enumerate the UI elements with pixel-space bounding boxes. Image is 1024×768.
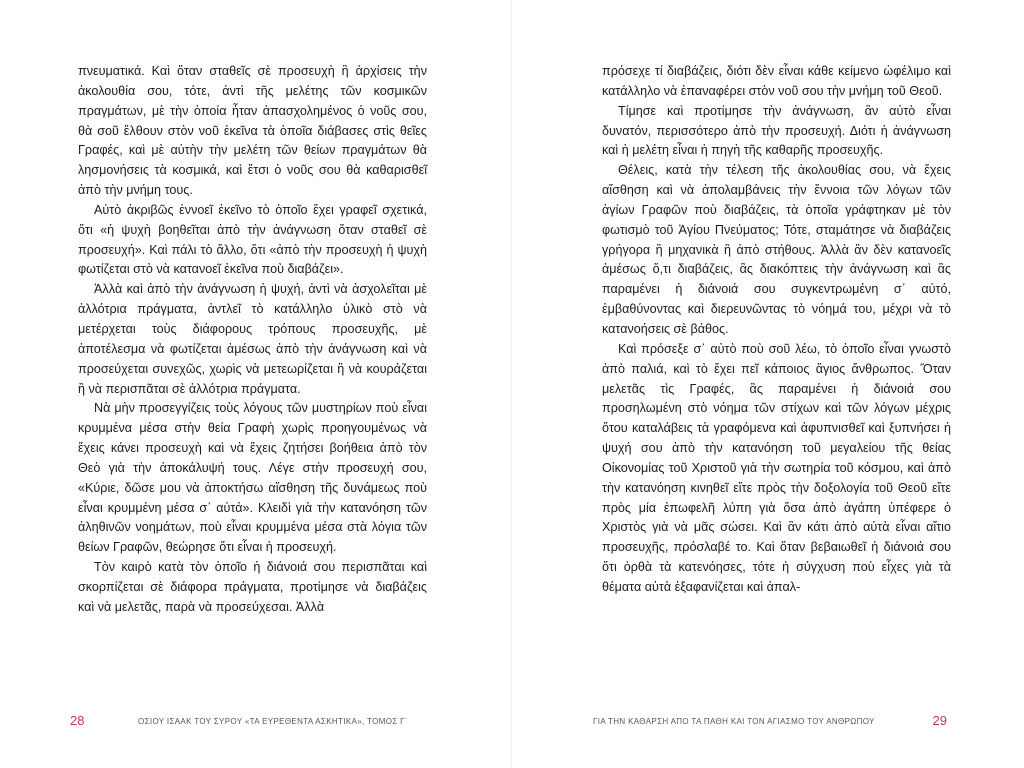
paragraph: Αὐτὸ ἀκριβῶς ἐννοεῖ ἐκεῖνο τὸ ὁποῖο ἔχει γραφεῖ σχετικά, ὅτι «ἡ ψυχὴ βοηθεῖται ἀπὸ τὴν ἀνάγνωση ὅταν σταθεῖ σὲ προσευχή». Καὶ πάλι τὸ ἄλλο, ὅτι «ἀπὸ τὴν προσευχὴ ἡ ψυχὴ φωτίζεται στὸ νὰ κατανοεῖ ἐκεῖνα ποὺ διαβάζει». xyxy=(78,202,427,277)
paragraph: πνευματικά. Καὶ ὅταν σταθεῖς σὲ προσευχὴ ἢ ἀρχίσεις τὴν ἀκολουθία σου, τότε, ἀντὶ τῆς μελέτης τῶν κοσμικῶν πραγμάτων, μὲ τὴν ὁποία ἦταν ἀπασχολημένος ὁ νοῦς σου, θὰ σοῦ ἔλθουν στὸν νοῦ ἐκεῖνα τὰ ὁποῖα διάβασες στὶς θεῖες Γραφές, καὶ μὲ αὐτὴν τὴν μελέτη τῶν θείων πραγμάτων θὰ λησμονήσεις τὰ κοσμικά, καὶ ἔτσι ὁ νοῦς σου θὰ καθαρισθεῖ ἀπὸ τὴν μνήμη τους. xyxy=(78,64,427,198)
page-number-left: 28 xyxy=(70,713,85,728)
paragraph: πρόσεχε τί διαβάζεις, διότι δὲν εἶναι κάθε κείμενο ὠφέλιμο καὶ κατάλληλο νὰ ἐπαναφέρει στὸν νοῦ σου τὴν μνήμη τοῦ Θεοῦ. xyxy=(602,64,951,98)
paragraph: Τίμησε καὶ προτίμησε τὴν ἀνάγνωση, ἂν αὐτὸ εἶναι δυνατόν, περισσότερο ἀπὸ τὴν προσευχή. Διότι ἡ ἀνάγνωση καὶ ἡ μελέτη εἶναι ἡ πηγὴ τῆς καθαρῆς προσευχῆς. xyxy=(602,103,951,158)
paragraph: Τὸν καιρὸ κατὰ τὸν ὁποῖο ἡ διάνοιά σου περισπᾶται καὶ σκορπίζεται σὲ διάφορα πράγματα, προτίμησε νὰ διαβάζεις καὶ νὰ μελετᾶς, παρὰ νὰ προσεύχεσαι. Ἀλλὰ xyxy=(78,560,427,614)
right-page-text xyxy=(602,62,951,598)
running-head-left: ΟΣΙΟΥ ΙΣΑΑΚ ΤΟΥ ΣΥΡΟΥ «ΤΑ ΕΥΡΕΘΕΝΤΑ ΑΣΚΗΤΙΚΑ», ΤΟΜΟΣ Γ΄ xyxy=(138,717,408,726)
paragraph: Ἀλλὰ καὶ ἀπὸ τὴν ἀνάγνωση ἡ ψυχή, ἀντὶ νὰ ἀσχολεῖται μὲ ἀλλότρια πράγματα, ἀντλεῖ τὸ κατάλληλο ὑλικὸ στὸ νὰ μετέρχεται τοὺς διάφορους τρόπους προσευχῆς, μὲ ἀποτέλεσμα νὰ φωτίζεται ἀμέσως ἀπὸ τὴν ἀνάγνωση καὶ νὰ προσεύχεται συνεχῶς, χωρὶς νὰ μετεωρίζεται ἢ νὰ κουράζεται ἢ νὰ περισπᾶται σὲ ἀλλότρια πράγματα. xyxy=(78,282,427,396)
running-head-right: ΓΙΑ ΤΗΝ ΚΑΘΑΡΣΗ ΑΠΟ ΤΑ ΠΑΘΗ ΚΑΙ ΤΟΝ ΑΓΙΑΣΜΟ ΤΟΥ ΑΝΘΡΩΠΟΥ xyxy=(593,717,875,726)
left-page-text xyxy=(78,62,427,618)
paragraph: Θέλεις, κατὰ τὴν τέλεση τῆς ἀκολουθίας σου, νὰ ἔχεις αἴσθηση καὶ νὰ ἀπολαμβάνεις τὴν ἔννοια τῶν λόγων τῶν ἁγίων Γραφῶν ποὺ διαβάζεις, τὰ ὁποῖα γράφτηκαν μὲ τὸν φωτισμὸ τοῦ Ἁγίου Πνεύματος; Τότε, σταμάτησε νὰ διαβάζεις γρήγορα ἢ μηχανικὰ ἢ ἀπὸ στήθους. Ἀλλὰ ἂν δὲν κατανοεῖς ἀμέσως ὅ,τι διαβάζεις, ἂς διακόπτεις τὴν ἀνάγνωση καὶ ἂς παραμένει ἡ διάνοιά σου συγκεντρωμένη σ᾽ αὐτό, ἐμβαθύνοντας καὶ διερευνῶντας τὸ νόημά του, μέχρι νὰ τὸ κατανοήσεις σὲ βάθος. xyxy=(602,163,951,336)
page-number-right: 29 xyxy=(932,713,947,728)
paragraph: Καὶ πρόσεξε σ᾽ αὐτὸ ποὺ σοῦ λέω, τὸ ὁποῖο εἶναι γνωστὸ ἀπὸ παλιά, καὶ τὸ ἔχει πεῖ κάποιος ἅγιος ἄνθρωπος. Ὅταν μελετᾶς τὶς Γραφές, ἂς παραμένει ἡ διάνοιά σου προσηλωμένη στὸ νόημα τῶν στίχων καὶ τῶν λόγων μέχρις ὅτου καταλάβεις τὰ γραφόμενα καὶ ἀφυπνισθεῖ καὶ ξυπνήσει ἡ ψυχή σου ἀπὸ τὴν κατανόηση τοῦ μεγαλείου τῆς θείας Οἰκονομίας τοῦ Χριστοῦ γιὰ τὴν σωτηρία τοῦ κόσμου, καὶ ἀπὸ τὴν κατανόηση κινηθεῖ εἴτε πρὸς τὴν δοξολογία τοῦ Θεοῦ εἴτε πρὸς μία ἐπωφελῆ λύπη γιὰ ὅσα ἀπὸ ἀγάπη ὑπέφερε ὁ Χριστὸς γιὰ νὰ μᾶς σώσει. Καὶ ἂν κάτι ἀπὸ αὐτὰ εἶναι αἴτιο προσευχῆς, πρόσλαβέ το. Καὶ ὅταν βεβαιωθεῖ ἡ διάνοιά σου ὅτι ὀρθὰ τὰ κατενόησες, τότε ἡ σύγχυση ποὺ εἶχες γιὰ τὰ θέματα αὐτὰ ἐξαφανίζεται καὶ ἀπαλ- xyxy=(602,341,951,594)
paragraph: Νὰ μὴν προσεγγίζεις τοὺς λόγους τῶν μυστηρίων ποὺ εἶναι κρυμμένα μέσα στὴν θεία Γραφὴ χωρὶς προηγουμένως νὰ ἔχεις κάνει προσευχὴ καὶ νὰ ἔχεις ζητήσει βοήθεια ἀπὸ τὸν Θεὸ γιὰ τὴν ἀποκάλυψή τους. Λέγε στὴν προσευχή σου, «Κύριε, δῶσε μου νὰ ἀποκτήσω αἴσθηση τῆς δυνάμεως ποὺ εἶναι κρυμμένη μέσα σ᾽ αὐτά». Κλειδὶ γιὰ τὴν κατανόηση τῶν ἀληθινῶν νοημάτων, ποὺ εἶναι κρυμμένα μέσα στὰ λόγια τῶν θείων Γραφῶν, θεώρησε ὅτι εἶναι ἡ προσευχή. xyxy=(78,401,427,555)
right-page xyxy=(512,0,1024,768)
